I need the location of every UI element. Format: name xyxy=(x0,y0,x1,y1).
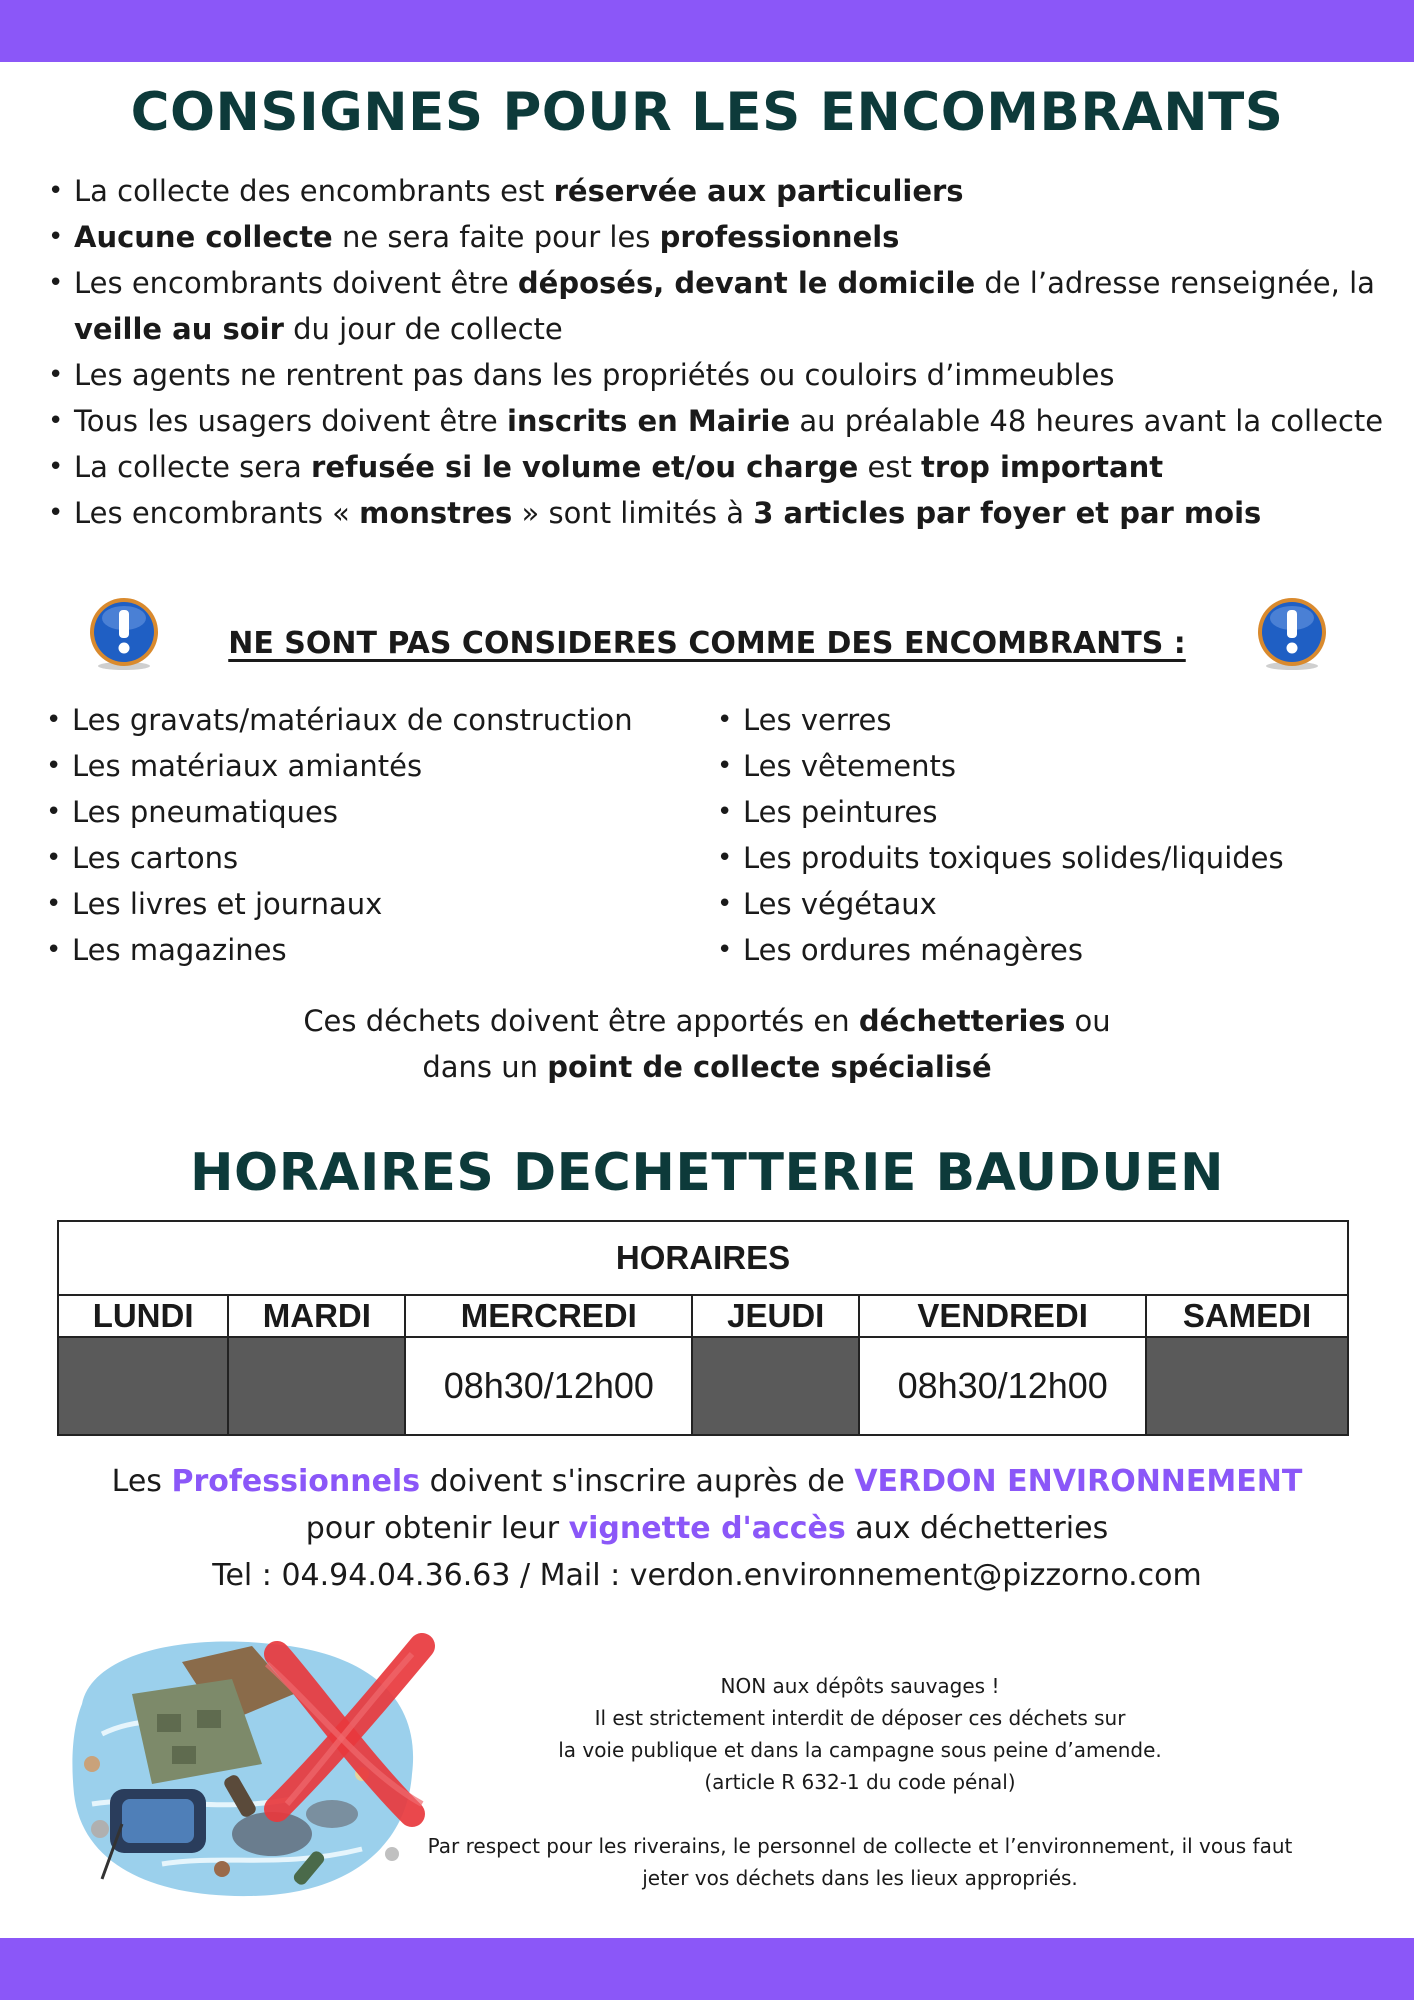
notice-line: jeter vos déchets dans les lieux appropriés. xyxy=(642,1866,1078,1890)
text-run: ou xyxy=(1065,1004,1111,1038)
opening-hours-cell: 08h30/12h00 xyxy=(405,1337,692,1435)
pro-info-line xyxy=(0,1458,1414,1505)
notice-spacer xyxy=(380,1798,1340,1830)
rule-item xyxy=(42,214,1392,260)
closed-cell xyxy=(58,1337,228,1435)
notice-line: NON aux dépôts sauvages ! xyxy=(720,1674,1000,1698)
text-run: Tel : 04.94.04.36.63 / Mail : verdon.environnement@pizzorno.com xyxy=(212,1558,1202,1593)
top-banner xyxy=(0,0,1414,62)
bold-text: monstres xyxy=(359,496,513,530)
day-header-samedi: SAMEDI xyxy=(1146,1295,1348,1337)
closed-cell xyxy=(228,1337,405,1435)
warning-title: NE SONT PAS CONSIDERES COMME DES ENCOMBRANTS : xyxy=(228,626,1186,661)
excluded-item: • Les magazines xyxy=(40,927,700,973)
hours-table xyxy=(57,1220,1349,1436)
exclamation-icon xyxy=(1254,596,1330,672)
bold-text: Aucune collecte xyxy=(74,220,333,254)
advice-line xyxy=(0,998,1414,1044)
excluded-item: • Les pneumatiques xyxy=(40,789,700,835)
text-run: Ces déchets doivent être apportés en xyxy=(303,1004,859,1038)
bottom-banner xyxy=(0,1938,1414,2000)
text-run: » sont limités à xyxy=(512,496,754,530)
notice-line: Il est strictement interdit de déposer ces déchets sur xyxy=(594,1706,1126,1730)
bold-text: déposés, devant le domicile xyxy=(517,266,976,300)
excluded-item: • Les cartons xyxy=(40,835,700,881)
rule-item xyxy=(42,260,1392,352)
excluded-item: • Les livres et journaux xyxy=(40,881,700,927)
excluded-item: • Les verres xyxy=(711,697,1391,743)
text-run: au préalable 48 heures avant la collecte xyxy=(790,404,1384,438)
excluded-list-left xyxy=(40,697,700,973)
day-header-jeudi: JEUDI xyxy=(692,1295,859,1337)
excluded-item: • Les végétaux xyxy=(711,881,1391,927)
text-run: Les encombrants « xyxy=(74,496,360,530)
bold-text: déchetteries xyxy=(858,1004,1066,1038)
text-run: doivent s'inscrire auprès de xyxy=(420,1464,855,1499)
notice-text xyxy=(380,1670,1340,1894)
text-run: Les encombrants doivent être xyxy=(74,266,518,300)
days-row xyxy=(58,1295,1348,1337)
slots-row xyxy=(58,1337,1348,1435)
hours-title: HORAIRES DECHETTERIE BAUDUEN xyxy=(190,1143,1224,1203)
day-header-lundi: LUNDI xyxy=(58,1295,228,1337)
text-run: aux déchetteries xyxy=(845,1511,1109,1546)
day-header-mardi: MARDI xyxy=(228,1295,405,1337)
pro-info-line xyxy=(0,1552,1414,1599)
excluded-list-right xyxy=(711,697,1391,973)
notice-line: la voie publique et dans la campagne sous peine d’amende. xyxy=(558,1738,1162,1762)
day-header-mercredi: MERCREDI xyxy=(405,1295,692,1337)
excluded-item: • Les matériaux amiantés xyxy=(40,743,700,789)
rules-list xyxy=(42,168,1392,536)
text-run: La collecte sera xyxy=(74,450,312,484)
highlight-text: Professionnels xyxy=(171,1464,421,1499)
advice-line xyxy=(0,1044,1414,1090)
bold-text: inscrits en Mairie xyxy=(506,404,791,438)
rule-item xyxy=(42,398,1392,444)
closed-cell xyxy=(692,1337,859,1435)
text-run: Les xyxy=(111,1464,172,1499)
bold-text: 3 articles par foyer et par mois xyxy=(753,496,1262,530)
pro-info-line xyxy=(0,1505,1414,1552)
excluded-item: • Les peintures xyxy=(711,789,1391,835)
bold-text: point de collecte spécialisé xyxy=(547,1050,992,1084)
bold-text: veille au soir xyxy=(74,312,284,346)
warning-header xyxy=(0,596,1414,676)
text-run: La collecte des encombrants est xyxy=(74,174,554,208)
notice-line: (article R 632-1 du code pénal) xyxy=(704,1770,1016,1794)
closed-cell xyxy=(1146,1337,1348,1435)
day-header-vendredi: VENDREDI xyxy=(859,1295,1146,1337)
hours-table-header: HORAIRES xyxy=(58,1221,1348,1295)
bold-text: trop important xyxy=(921,450,1164,484)
text-run: dans un xyxy=(422,1050,548,1084)
page-title: CONSIGNES POUR LES ENCOMBRANTS xyxy=(130,82,1284,143)
opening-hours-cell: 08h30/12h00 xyxy=(859,1337,1146,1435)
text-run: pour obtenir leur xyxy=(305,1511,569,1546)
bold-text: professionnels xyxy=(659,220,900,254)
excluded-item: • Les produits toxiques solides/liquides xyxy=(711,835,1391,881)
text-run: Les agents ne rentrent pas dans les propriétés ou couloirs d’immeubles xyxy=(74,358,1115,392)
excluded-item: • Les vêtements xyxy=(711,743,1391,789)
notice-line: Par respect pour les riverains, le personnel de collecte et l’environnement, il vous faut xyxy=(427,1834,1293,1858)
text-run: du jour de collecte xyxy=(283,312,563,346)
excluded-item: • Les ordures ménagères xyxy=(711,927,1391,973)
bold-text: refusée si le volume et/ou charge xyxy=(311,450,859,484)
highlight-text: vignette d'accès xyxy=(568,1511,846,1546)
excluded-item: • Les gravats/matériaux de construction xyxy=(40,697,700,743)
text-run: est xyxy=(858,450,922,484)
rule-item xyxy=(42,444,1392,490)
rule-item xyxy=(42,168,1392,214)
rule-item xyxy=(42,352,1392,398)
rule-item xyxy=(42,490,1392,536)
text-run: Tous les usagers doivent être xyxy=(74,404,507,438)
bold-text: réservée aux particuliers xyxy=(553,174,964,208)
professional-info xyxy=(0,1458,1414,1599)
text-run: ne sera faite pour les xyxy=(332,220,660,254)
highlight-text: VERDON ENVIRONNEMENT xyxy=(854,1464,1303,1499)
disposal-advice xyxy=(0,998,1414,1090)
text-run: de l’adresse renseignée, la xyxy=(975,266,1375,300)
